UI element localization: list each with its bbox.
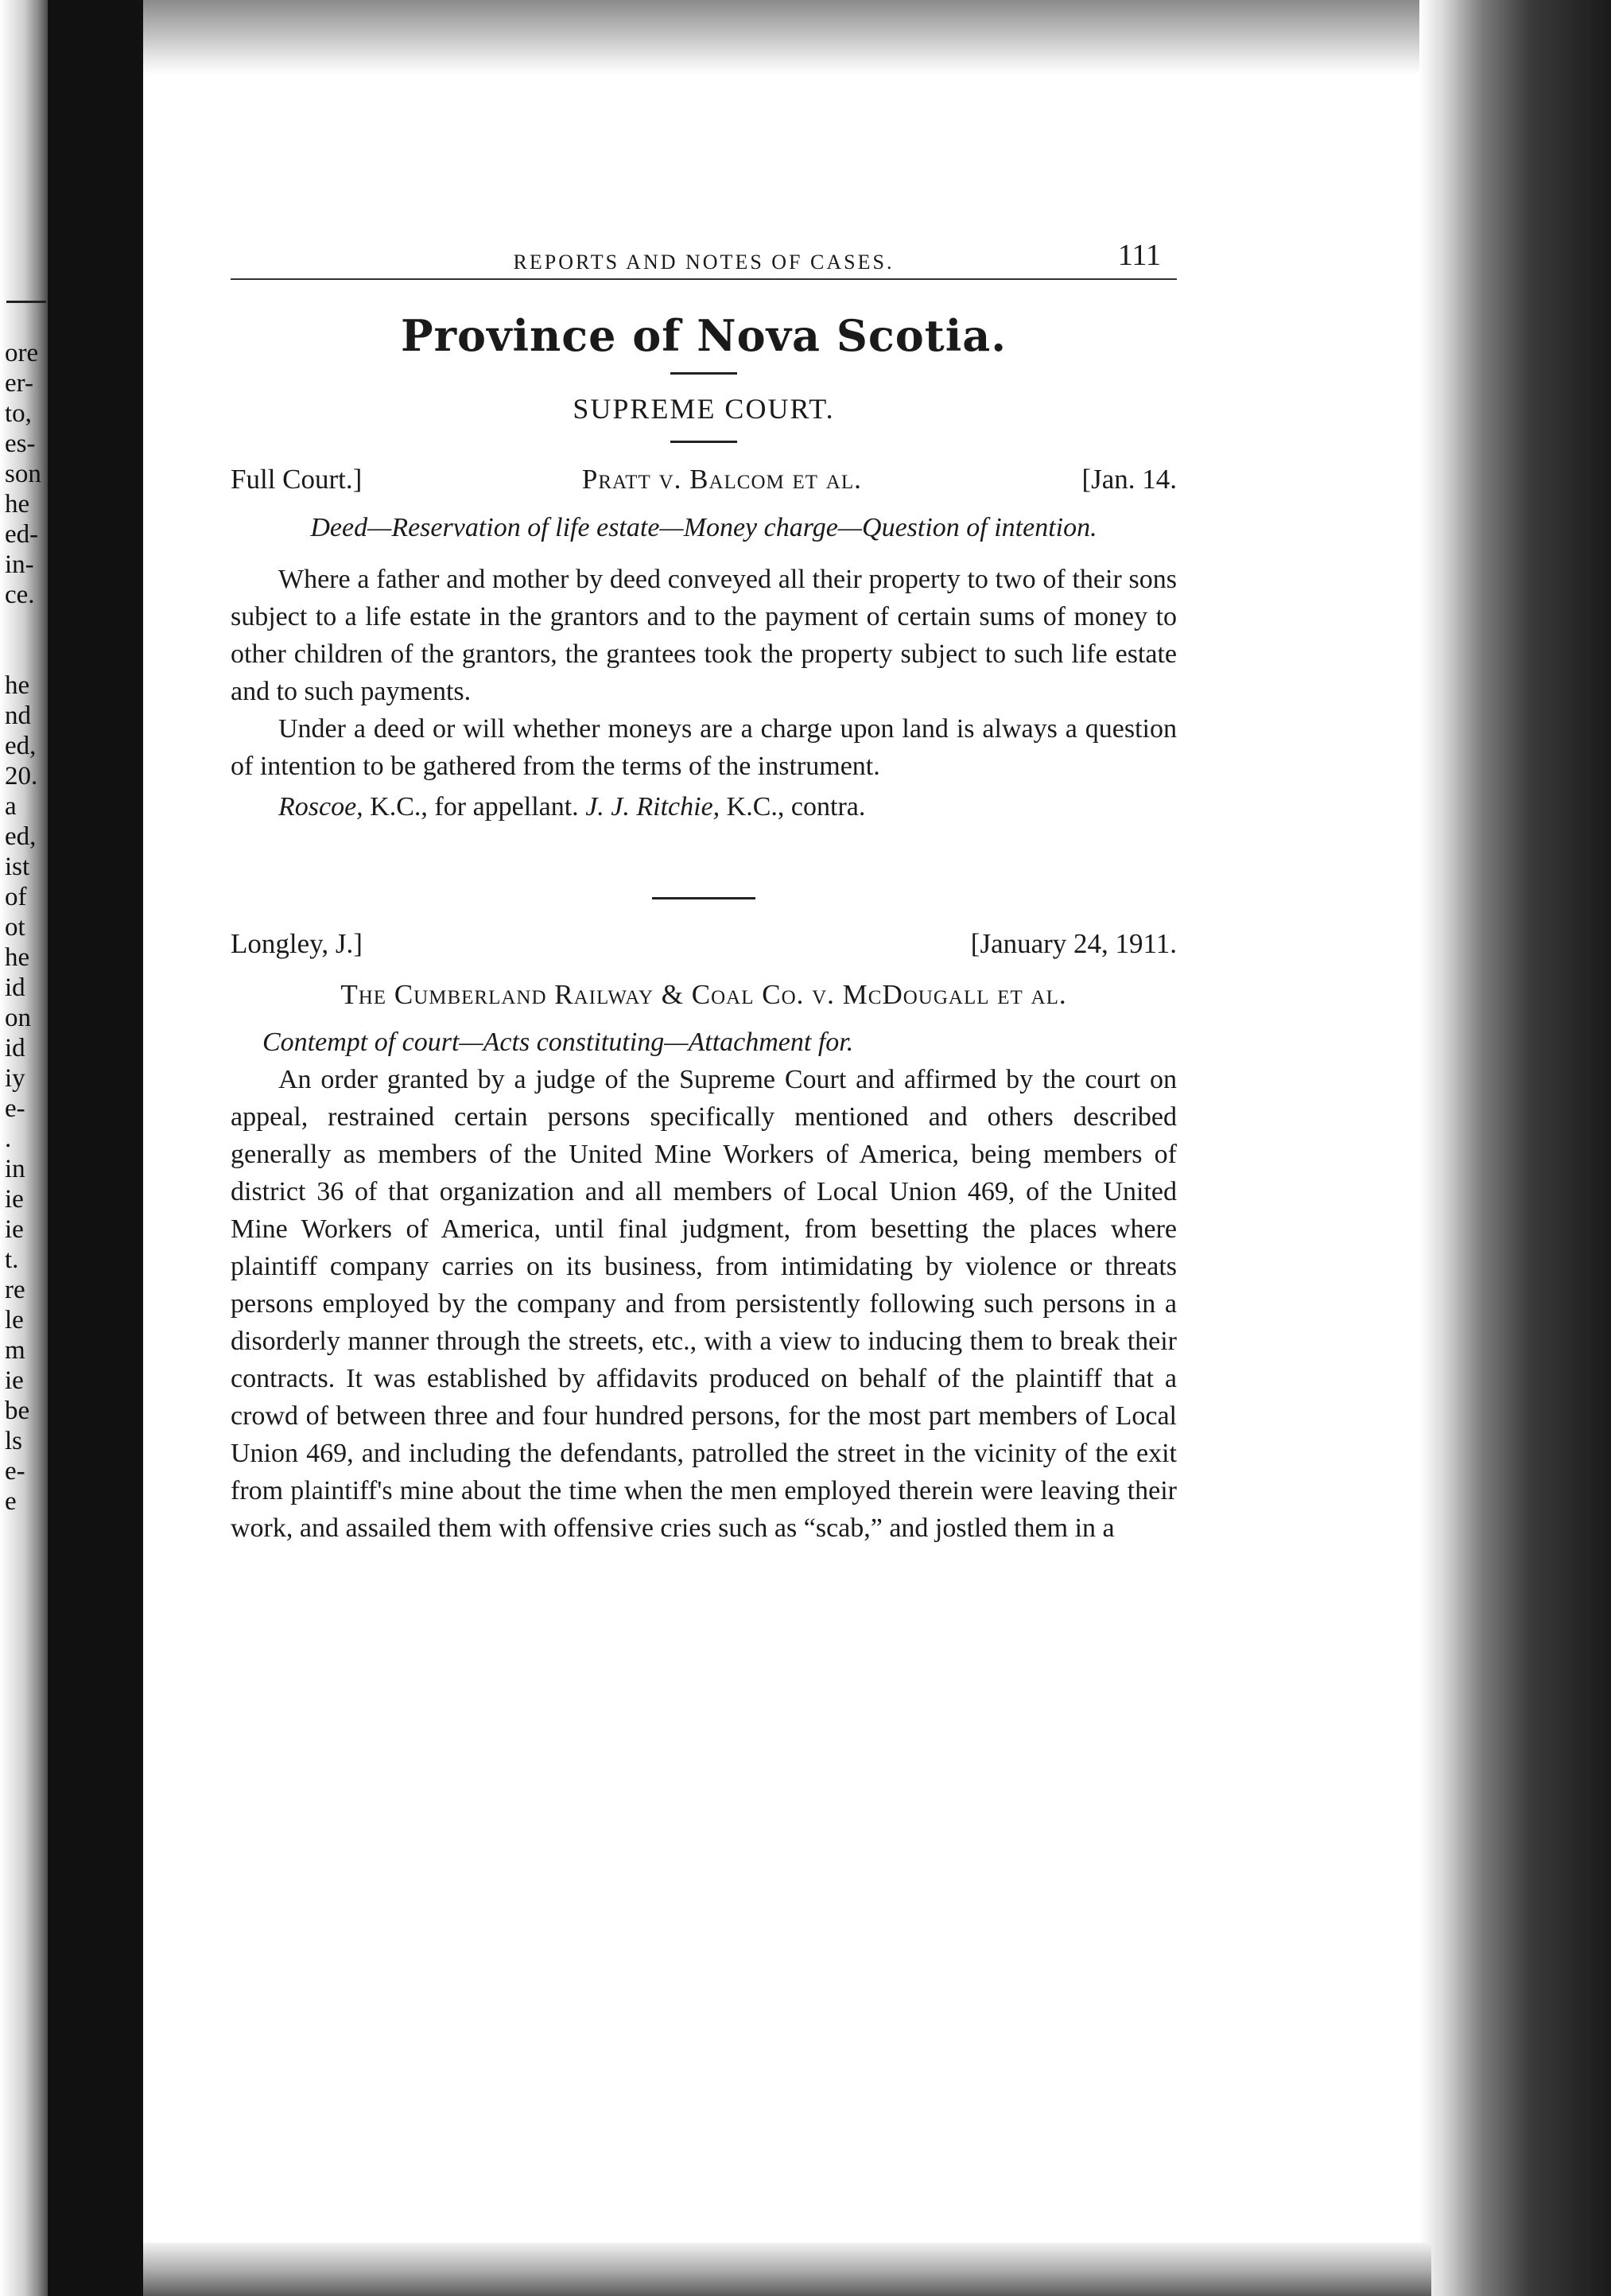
case1-paragraph-2: Under a deed or will whether moneys are a charge upon land is always a question of intention to be gathered from the terms of the instrument. (231, 714, 1177, 781)
margin-fragment: e (5, 1487, 17, 1516)
respondent-counsel-text: K.C., contra. (720, 792, 866, 822)
margin-fragment: in- (5, 550, 34, 579)
margin-fragment: nd (5, 701, 31, 730)
margin-fragment: ed, (5, 732, 37, 760)
margin-fragment: ce. (5, 581, 35, 609)
scan-edge-top (143, 0, 1431, 76)
margin-fragment: 20. (5, 762, 38, 791)
margin-fragment: id (5, 973, 25, 1002)
margin-fragment: ed- (5, 520, 39, 549)
case1-headnote: Deed—Reservation of life estate—Money charge—Question of intention. (310, 513, 1097, 542)
court-rule (670, 441, 737, 443)
margin-fragment: id (5, 1034, 25, 1063)
margin-fragment: ls (5, 1427, 23, 1455)
scan-edge-right (1419, 0, 1611, 2296)
margin-fragment: be (5, 1397, 30, 1425)
page-content (231, 239, 1177, 1547)
previous-page-margin-text (5, 338, 48, 1517)
running-head (231, 239, 1177, 280)
margin-fragment: m (5, 1336, 25, 1365)
case1-title: Pratt v. Balcom et al. (581, 464, 862, 495)
margin-fragment: he (5, 490, 30, 519)
margin-fragment: a (5, 792, 17, 821)
margin-fragment: ie (5, 1366, 24, 1395)
court-heading: SUPREME COURT. (573, 393, 835, 425)
margin-fragment: ie (5, 1215, 24, 1244)
margin-fragment: ist (5, 853, 30, 881)
margin-fragment: iy (5, 1064, 25, 1093)
appellant-counsel-text: K.C., for appellant. (363, 792, 586, 822)
heading-rule (670, 372, 737, 375)
margin-fragment: ot (5, 913, 25, 942)
previous-page-rule (6, 301, 46, 303)
case1-header (231, 460, 1177, 499)
margin-fragment: he (5, 943, 30, 972)
book-gutter (48, 0, 143, 2296)
margin-fragment: t. (5, 1245, 19, 1274)
margin-fragment: . (5, 1125, 12, 1153)
margin-fragment: e- (5, 1457, 25, 1486)
margin-fragment: he (5, 671, 30, 700)
margin-fragment (5, 640, 48, 670)
margin-fragment: ie (5, 1185, 24, 1214)
case2-judge: Longley, J.] (231, 928, 363, 959)
margin-fragment: son (5, 460, 41, 488)
margin-fragment: ed, (5, 822, 37, 851)
margin-fragment: re (5, 1276, 25, 1304)
margin-fragment: le (5, 1306, 24, 1334)
case1-date: [Jan. 14. (1081, 464, 1177, 495)
case2-headnote: Contempt of court—Acts constituting—Attachment for. (262, 1028, 854, 1057)
margin-fragment: e- (5, 1094, 25, 1123)
margin-fragment (5, 610, 48, 640)
margin-fragment: in (5, 1155, 25, 1183)
appellant-counsel: Roscoe, (278, 792, 363, 822)
case1-paragraph-1: Where a father and mother by deed conveyed all their property to two of their sons subject to a life estate in the grantors and to the payment of certain sums of money to other children of the grantors, the grantees took the property subject to such life estate and to such payments. (231, 565, 1177, 706)
margin-fragment: es- (5, 429, 36, 458)
margin-fragment: ore (5, 339, 39, 367)
case-separator-rule (652, 897, 755, 899)
case1-court-label: Full Court.] (231, 464, 363, 495)
case1-counsel (231, 788, 1177, 826)
margin-fragment: to, (5, 399, 32, 428)
case2-date: [January 24, 1911. (970, 928, 1177, 959)
margin-fragment: of (5, 883, 27, 911)
running-head-title: REPORTS AND NOTES OF CASES. (513, 251, 895, 274)
case2-paragraph: An order granted by a judge of the Supreme Court and affirmed by the court on appeal, restrained certain persons specifically mentioned and others described generally as members of the United Mine Workers of America, being members of district 36 of that organization and all members of Local Union 469, of the United Mine Workers of America, until final judgment, from besetting the places where plaintiff company carries on its business, from intimidating by violence or threats persons employed by the company and from persistently following such persons in a disorderly manner through the streets, etc., with a view to inducing them to break their contracts. It was established by affidavits produced on behalf of the plaintiff that a crowd of between three and four hundred persons, for the most part members of Local Union 469, and including the defendants, patrolled the street in the vicinity of the exit from plaintiff's mine about the time when the men employed therein were leaving their work, and assailed them with offensive cries such as “scab,” and jostled them in a (231, 1065, 1177, 1543)
respondent-counsel: J. J. Ritchie, (585, 792, 720, 822)
margin-fragment: on (5, 1004, 31, 1032)
scan-edge-bottom (143, 2243, 1431, 2296)
margin-fragment: er- (5, 369, 33, 398)
case2-parties: The Cumberland Railway & Coal Co. v. McDougall et al. (340, 979, 1067, 1010)
page-number: 111 (1117, 239, 1161, 272)
province-heading: Province of Nova Scotia. (401, 310, 1007, 361)
case2-header (231, 925, 1177, 963)
